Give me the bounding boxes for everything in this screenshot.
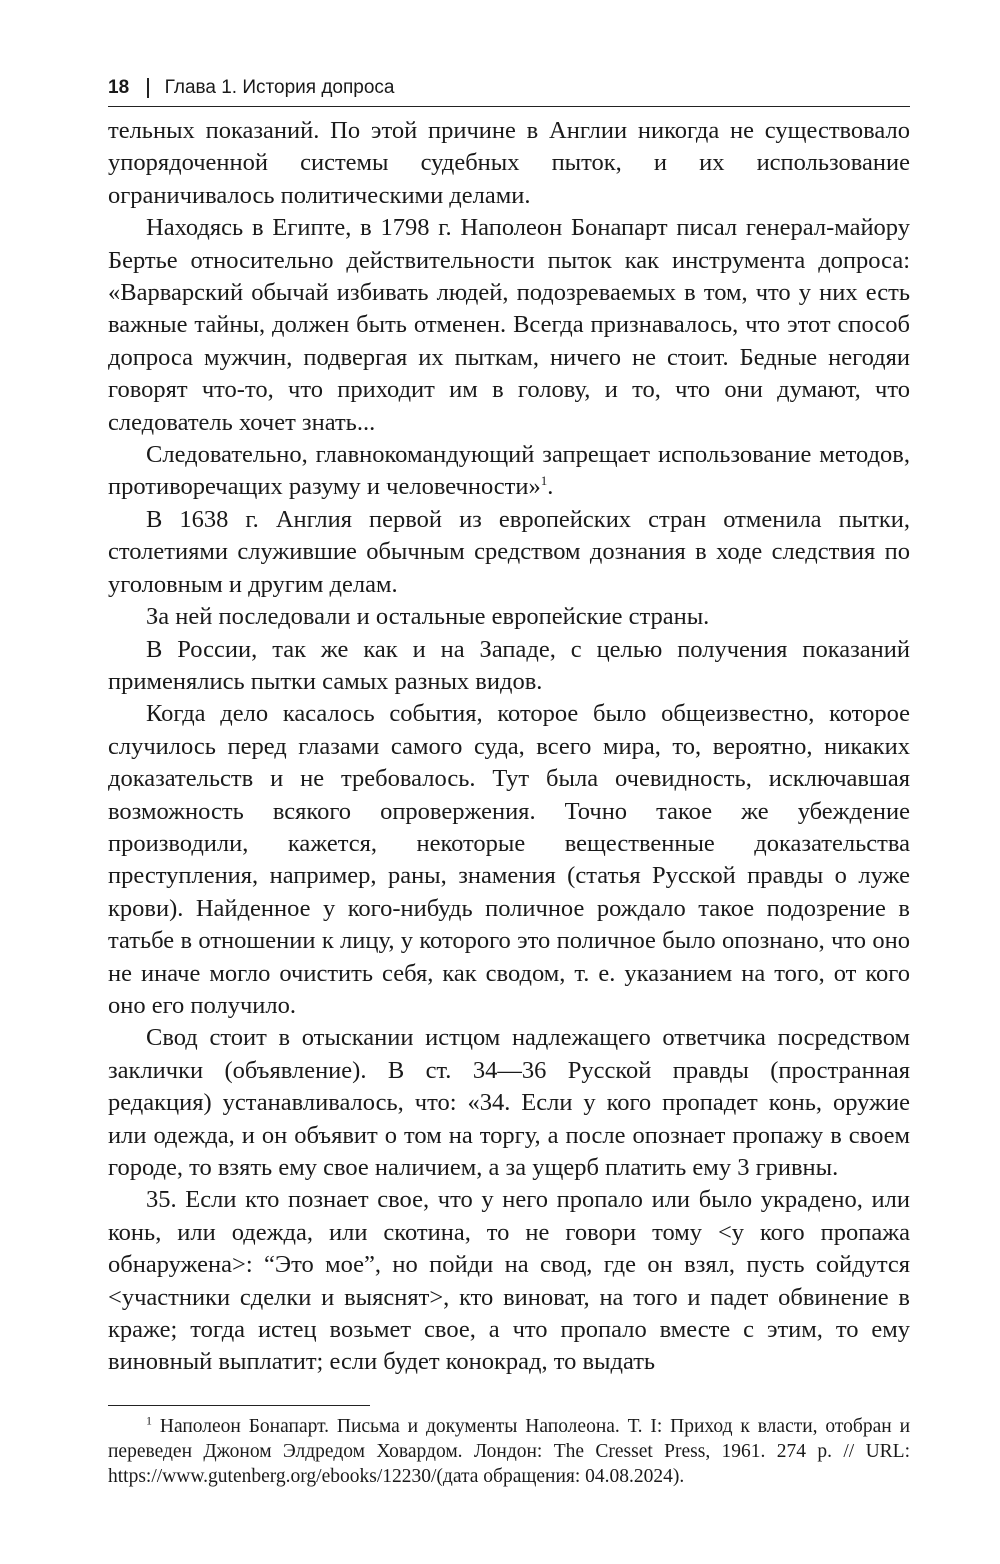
- book-page: [108, 72, 910, 1489]
- footnote-text: Наполеон Бонапарт. Письма и документы Наполеона. Т. I: Приход к власти, отобран и переведен Джоном Элдредом Ховардом. Лондон: The Cresset Press, 1961. 274 p. // URL: https://www.gutenberg.org/ebooks/12230/(дата обращения: 04.08.2024).: [108, 1415, 910, 1487]
- header-separator: [147, 78, 149, 98]
- paragraph: Следовательно, главнокомандующий запрещает использование методов, противоречащих разуму и человечности»$^1$.: [108, 441, 910, 501]
- footnote: [108, 1414, 910, 1489]
- footnote-number: 1: [146, 1413, 152, 1428]
- paragraph-text: Следовательно, главнокомандующий запрещает использование методов, противоречащих разуму и человечности»: [108, 441, 910, 501]
- paragraph: Свод стоит в отыскании истцом надлежащего ответчика посредством заклички (объявление). В ст. 34—36 Русской правды (пространная редакция) устанавливалось, что: «34. Если у кого пропадет конь, оружие или одежда, и он объявит о том на торгу, а после опознает пропажу в своем городе, то взять ему свое наличием, а за ущерб платить ему 3 гривны.: [108, 1024, 910, 1181]
- body-text: [108, 115, 910, 1379]
- paragraph: В России, так же как и на Западе, с целью получения показаний применялись пытки самых разных видов.: [108, 635, 910, 695]
- footnote-marker: 1: [540, 473, 548, 489]
- paragraph: Находясь в Египте, в 1798 г. Наполеон Бонапарт писал генерал-майору Бертье относительно действительности пыток как инструмента допроса: «Варварский обычай избивать людей, подозреваемых в том, что у них есть важные тайны, должен быть отменен. Всегда признавалось, что этот способ допроса мужчин, подвергая их пыткам, ничего не стоит. Бедные негодяи говорят что-то, что приходит им в голову, и то, что они думают, что следователь хочет знать...: [108, 214, 910, 436]
- running-head: [108, 72, 910, 107]
- paragraph: В 1638 г. Англия первой из европейских стран отменила пытки, столетиями служившие обычным средством дознания в ходе следствия по уголовным и другим делам.: [108, 505, 910, 598]
- paragraph: 35. Если кто познает свое, что у него пропало или было украдено, или конь, или одежда, или скотина, то не говори тому <у кого пропажа обнаружена>: “Это мое”, но пойди на свод, где он взял, пусть сойдутся <участники сделки и выяснят>, кто виноват, на того и падет обвинение в краже; тогда истец возьмет свое, а что пропало вместе с этим, то ему виновный выплатит; если будет конокрад, то выдать: [108, 1186, 910, 1376]
- chapter-title: Глава 1. История допроса: [164, 77, 395, 98]
- footnote-rule: [108, 1405, 370, 1406]
- paragraph: тельных показаний. По этой причине в Англии никогда не существовало упорядоченной системы судебных пыток, и их использование ограничивалось политическими делами.: [108, 117, 910, 209]
- page-number: 18: [108, 77, 130, 98]
- paragraph: Когда дело касалось события, которое было общеизвестно, которое случилось перед глазами самого суда, всего мира, то, вероятно, никаких доказательств и не требовалось. Тут была очевидность, исключавшая возможность всякого опровержения. Точно такое же убеждение производили, кажется, некоторые вещественные доказательства преступления, например, раны, знамения (статья Русской правды о луже крови). Найденное у кого-нибудь поличное рождало такое подозрение в татьбе в отношении к лицу, у которого это поличное было опознано, что оно не иначе могло очистить себя, как сводом, т. е. указанием на того, от кого оно его получило.: [108, 700, 910, 1019]
- paragraph: За ней последовали и остальные европейские страны.: [146, 603, 710, 631]
